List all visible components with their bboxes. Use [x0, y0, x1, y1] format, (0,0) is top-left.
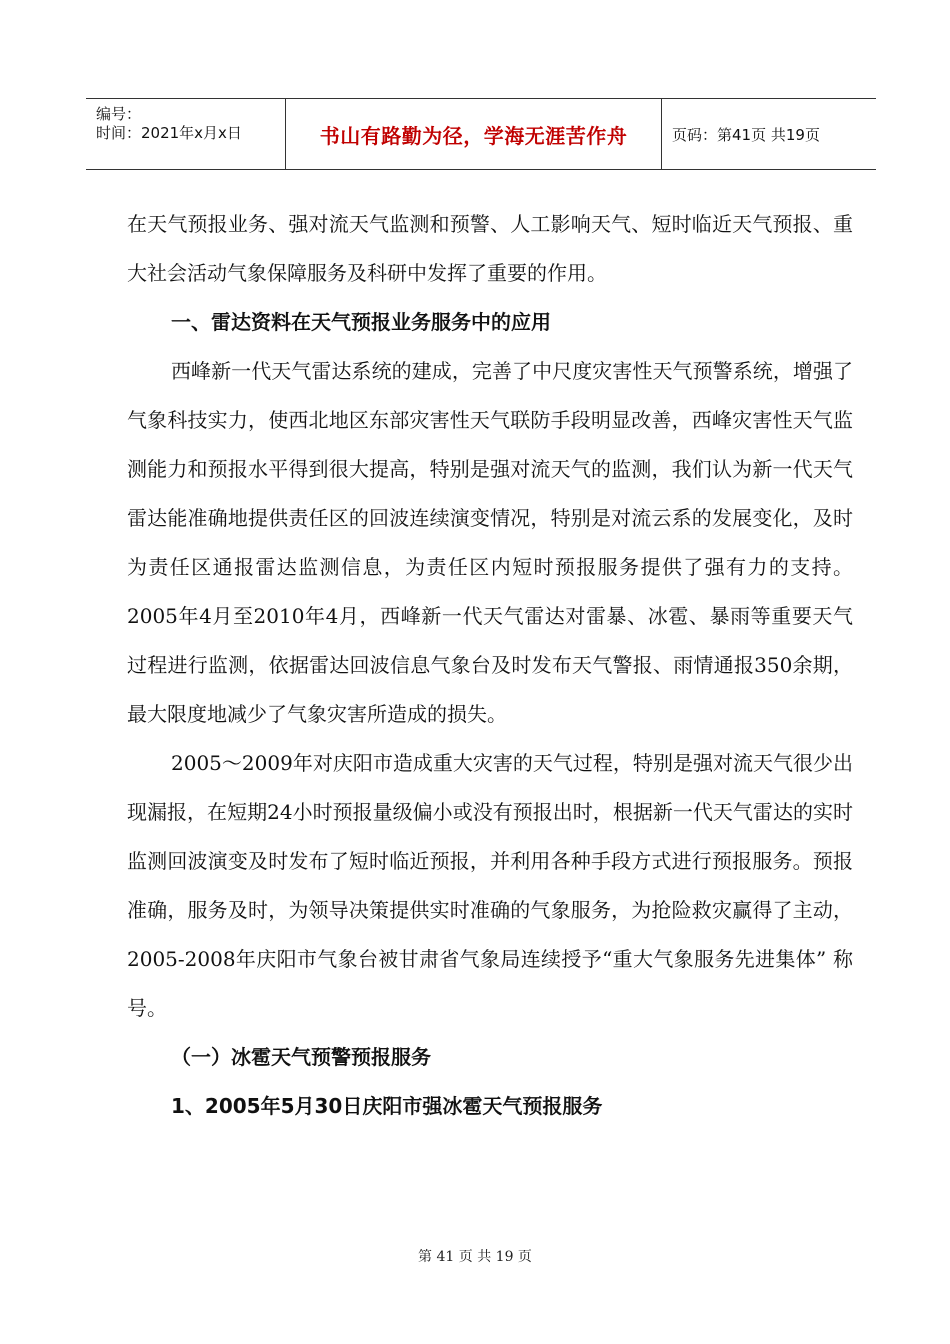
section-heading-1: 一、雷达资料在天气预报业务服务中的应用 — [171, 310, 551, 334]
page-header — [86, 98, 876, 170]
header-page-code: 页码：第41页 共19页 — [672, 125, 820, 144]
document-body — [127, 200, 853, 1131]
header-meta-cell — [86, 99, 286, 169]
body-paragraph-2: 2005～2009年对庆阳市造成重大灾害的天气过程，特别是强对流天气很少出现漏报，在短期24小时预报量级偏小或没有预报出时，根据新一代天气雷达的实时监测回波演变及时发布了短时临近预报，并利用各种手段方式进行预报服务。预报准确，服务及时，为领导决策提供实时准确的气象服务，为抢险救灾赢得了主动，2005-2008年庆阳市气象台被甘肃省气象局连续授予“重大气象服务先进集体” 称号。 — [127, 751, 853, 1020]
subsection-heading: （一）冰雹天气预警预报服务 — [171, 1045, 431, 1069]
item-heading: 1、2005年5月30日庆阳市强冰雹天气预报服务 — [171, 1094, 603, 1118]
document-time-label: 时间：2021年x月x日 — [96, 124, 242, 142]
body-paragraph-1: 西峰新一代天气雷达系统的建成，完善了中尺度灾害性天气预警系统，增强了气象科技实力，使西北地区东部灾害性天气联防手段明显改善，西峰灾害性天气监测能力和预报水平得到很大提高，特别是强对流天气的监测，我们认为新一代天气雷达能准确地提供责任区的回波连续演变情况，特别是对流云系的发展变化，及时为责任区通报雷达监测信息，为责任区内短时预报服务提供了强有力的支持。2005年4月至2010年4月，西峰新一代天气雷达对雷暴、冰雹、暴雨等重要天气过程进行监测，依据雷达回波信息气象台及时发布天气警报、雨情通报350余期，最大限度地减少了气象灾害所造成的损失。 — [127, 359, 853, 726]
header-motto: 书山有路勤为径，学海无涯苦作舟 — [319, 123, 628, 148]
footer-page-number: 第 41 页 共 19 页 — [418, 1249, 532, 1265]
header-page-cell — [662, 99, 876, 169]
intro-paragraph: 在天气预报业务、强对流天气监测和预警、人工影响天气、短时临近天气预报、重大社会活动气象保障服务及科研中发挥了重要的作用。 — [127, 212, 853, 285]
document-number-label: 编号： — [96, 105, 142, 123]
page-footer — [0, 1246, 950, 1266]
header-motto-cell — [286, 99, 662, 169]
